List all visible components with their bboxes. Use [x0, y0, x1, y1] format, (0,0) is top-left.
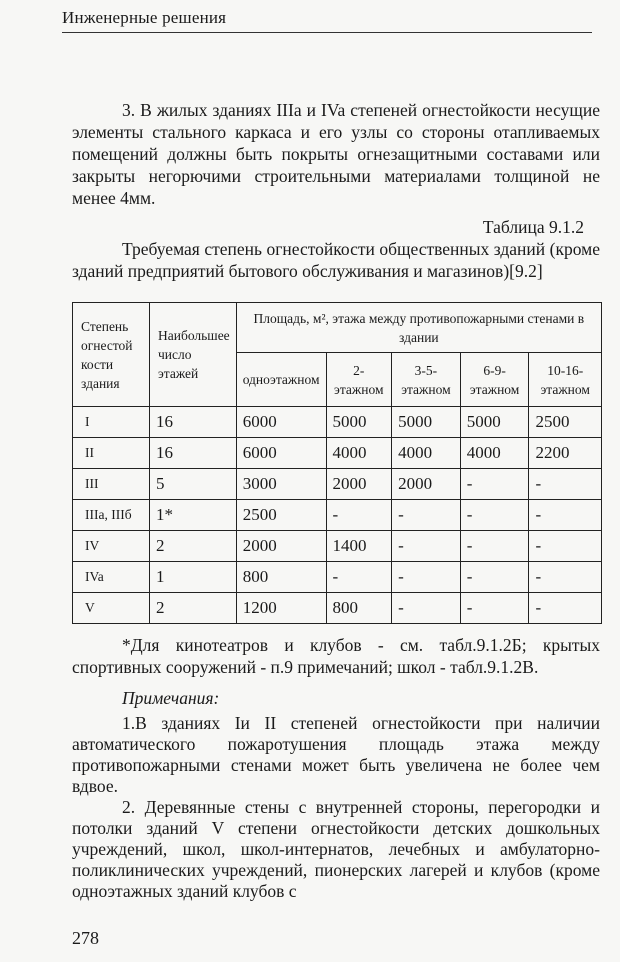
- cell: -: [392, 500, 461, 531]
- cell: -: [460, 500, 529, 531]
- cell: 3000: [236, 469, 326, 500]
- cell: 2000: [326, 469, 392, 500]
- subheader-5: 10-16-этажном: [529, 353, 602, 407]
- cell: 2200: [529, 438, 602, 469]
- subheader-1: одноэтажном: [236, 353, 326, 407]
- cell: 4000: [392, 438, 461, 469]
- cell: 6000: [236, 438, 326, 469]
- table-row: [73, 500, 602, 531]
- cell: -: [460, 562, 529, 593]
- cell: 5000: [326, 407, 392, 438]
- cell: 6000: [236, 407, 326, 438]
- table-row: [73, 593, 602, 624]
- cell: 2000: [392, 469, 461, 500]
- cell: -: [392, 593, 461, 624]
- cell: 2500: [529, 407, 602, 438]
- subheader-4: 6-9-этажном: [460, 353, 529, 407]
- cell: 1400: [326, 531, 392, 562]
- header-area-label: Площадь, м², этажа между противопожарными стенами в здании: [253, 310, 585, 345]
- subheader-3: 3-5-этажном: [392, 353, 461, 407]
- cell: -: [529, 593, 602, 624]
- table-row: [73, 407, 602, 438]
- cell: 4000: [460, 438, 529, 469]
- cell: -: [529, 500, 602, 531]
- cell: IVa: [73, 562, 150, 593]
- cell: -: [460, 593, 529, 624]
- cell: III: [73, 469, 150, 500]
- cell: -: [326, 500, 392, 531]
- header-area: [236, 303, 601, 353]
- table-number: Таблица 9.1.2: [482, 217, 584, 237]
- cell: 16: [150, 438, 237, 469]
- page-number: 278: [72, 928, 99, 948]
- cell: II: [73, 438, 150, 469]
- cell: -: [529, 562, 602, 593]
- cell: -: [460, 469, 529, 500]
- table-row: [73, 438, 602, 469]
- cell: 5: [150, 469, 237, 500]
- cell: -: [392, 562, 461, 593]
- cell: 1200: [236, 593, 326, 624]
- table-footnote: *Для кинотеатров и клубов - см. табл.9.1.2Б; крытых спортивных сооружений - п.9 примечаний; школ - табл.9.1.2В.: [72, 635, 600, 677]
- note-2: 2. Деревянные стены с внутренней стороны, перегородки и потолки зданий V степени огнестойкости детских дошкольных учреждений, школ, школ-интернатов, лечебных и амбулаторно-поликлинических учреждений, пионерских лагерей и клубов (кроме одноэтажных зданий клубов с: [72, 797, 600, 901]
- cell: 16: [150, 407, 237, 438]
- cell: 2500: [236, 500, 326, 531]
- header-degree: Степень огнестой кости здания: [73, 303, 150, 407]
- cell: -: [326, 562, 392, 593]
- notes-title: Примечания:: [122, 688, 220, 708]
- fire-resistance-table: [72, 302, 602, 624]
- cell: -: [529, 531, 602, 562]
- cell: 2000: [236, 531, 326, 562]
- table-row: [73, 531, 602, 562]
- cell: 5000: [392, 407, 461, 438]
- table-caption: Требуемая степень огнестойкости общественных зданий (кроме зданий предприятий бытового обслуживания и магазинов)[9.2]: [72, 239, 600, 281]
- cell: 1: [150, 562, 237, 593]
- table-row: [73, 562, 602, 593]
- running-header: Инженерные решения: [62, 8, 592, 33]
- cell: 4000: [326, 438, 392, 469]
- cell: 2: [150, 593, 237, 624]
- cell: -: [529, 469, 602, 500]
- cell: 1*: [150, 500, 237, 531]
- cell: 2: [150, 531, 237, 562]
- table-row: [73, 469, 602, 500]
- cell: -: [460, 531, 529, 562]
- cell: IIIa, IIIб: [73, 500, 150, 531]
- note-1: 1.В зданиях Iи II степеней огнестойкости при наличии автоматического пожаротушения площадь этажа между противопожарными стенами может быть увеличена не более чем вдвое.: [72, 713, 600, 796]
- cell: -: [392, 531, 461, 562]
- cell: 800: [236, 562, 326, 593]
- subheader-2: 2-этажном: [326, 353, 392, 407]
- cell: 5000: [460, 407, 529, 438]
- cell: I: [73, 407, 150, 438]
- cell: V: [73, 593, 150, 624]
- cell: IV: [73, 531, 150, 562]
- header-floors: Наибольшее число этажей: [150, 303, 237, 407]
- cell: 800: [326, 593, 392, 624]
- paragraph-3: 3. В жилых зданиях IIIa и IVa степеней огнестойкости несущие элементы стального каркаса и его узлы со стороны отапливаемых помещений должны быть покрыты огнезащитными составами или закрыты негорючими строительными материалами толщиной не менее 4мм.: [72, 100, 600, 208]
